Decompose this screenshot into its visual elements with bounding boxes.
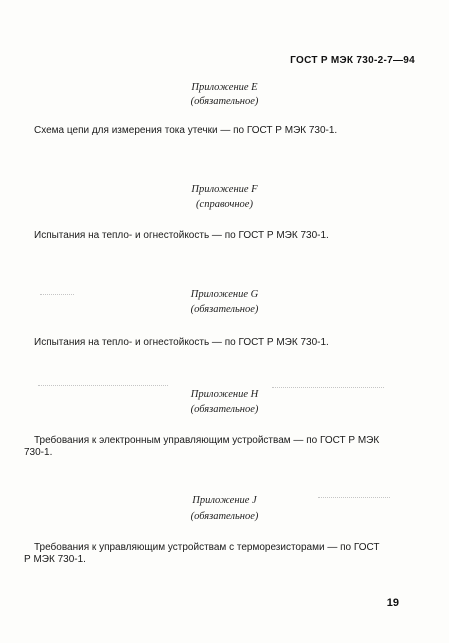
appendix-g-title: Приложение G: [190, 289, 259, 300]
appendix-f-title: Приложение F: [191, 184, 258, 195]
document-code-header: ГОСТ Р МЭК 730-2-7—94: [290, 55, 415, 66]
appendix-h-status: (обязательное): [190, 404, 259, 415]
appendix-e-status: (обязательное): [190, 96, 259, 107]
appendix-h-text-line2: 730-1.: [24, 447, 53, 458]
appendix-f-status: (справочное): [196, 199, 253, 210]
appendix-j-title: Приложение J: [192, 495, 257, 506]
scan-specks: [38, 385, 168, 388]
appendix-j-status: (обязательное): [190, 511, 259, 522]
appendix-e-text: Схема цепи для измерения тока утечки — по ГОСТ Р МЭК 730-1.: [34, 125, 338, 136]
appendix-j-text-line1: Требования к управляющим устройствам с терморезисторами — по ГОСТ: [34, 542, 380, 553]
appendix-f-text: Испытания на тепло- и огнестойкость — по ГОСТ Р МЭК 730-1.: [34, 230, 329, 241]
appendix-e-title: Приложение Е: [191, 82, 258, 93]
appendix-j-text-line2: Р МЭК 730-1.: [24, 554, 86, 565]
appendix-h-text-line1: Требования к электронным управляющим устройствам — по ГОСТ Р МЭК: [34, 435, 380, 446]
appendix-g-status: (обязательное): [190, 304, 259, 315]
page-number: 19: [386, 597, 399, 609]
appendix-h-title: Приложение Н: [190, 389, 259, 400]
appendix-g-text: Испытания на тепло- и огнестойкость — по ГОСТ Р МЭК 730-1.: [34, 337, 329, 348]
